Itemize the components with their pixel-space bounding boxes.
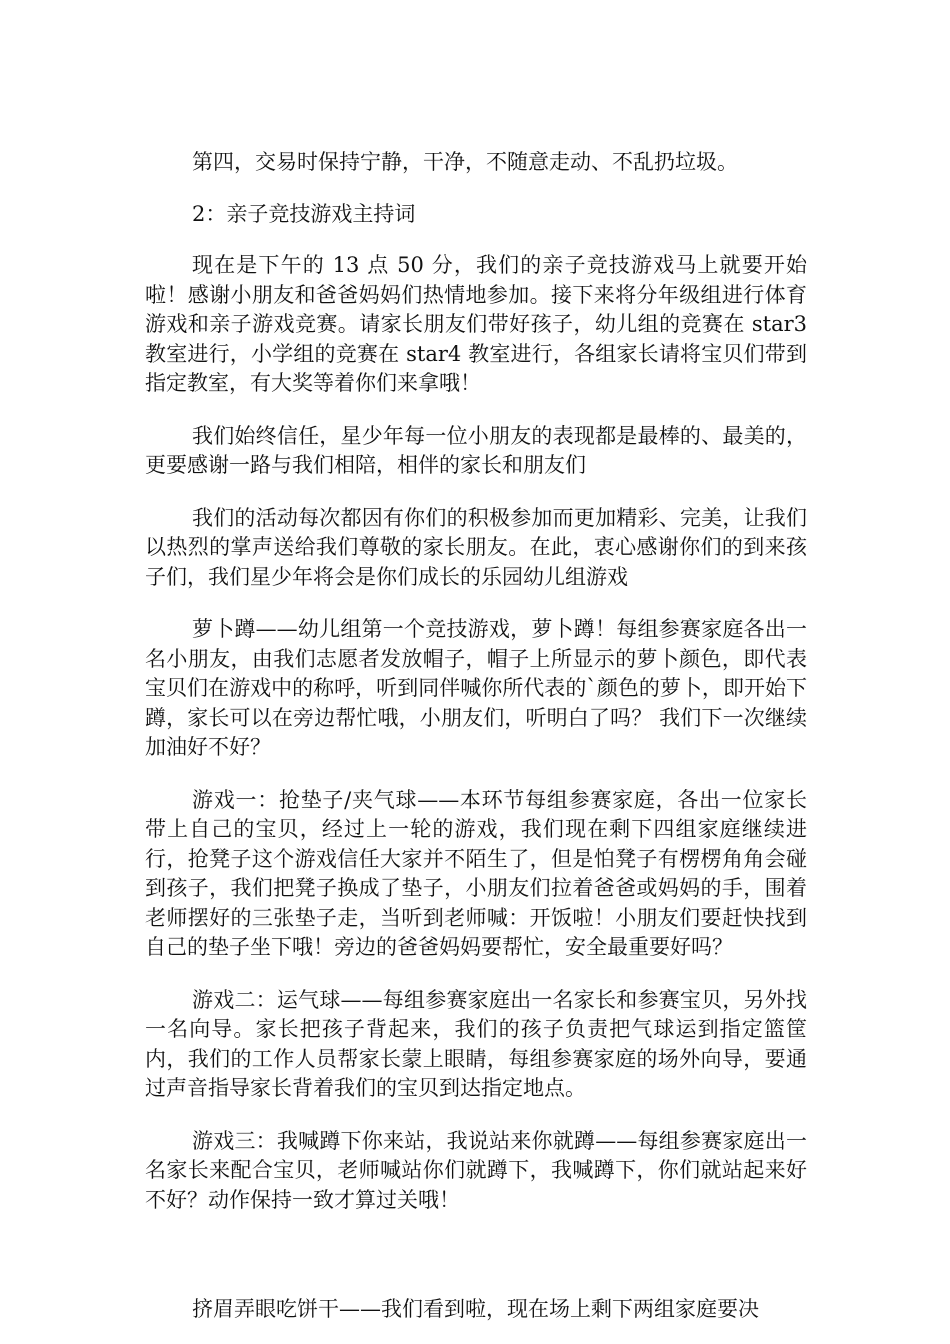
paragraph-game-two: 游戏二：运气球——每组参赛家庭出一名家长和参赛宝贝，另外找一名向导。家长把孩子背起来，我们的孩子负责把气球运到指定篮筐内，我们的工作人员帮家长蒙上眼睛，每组参赛家庭的场外向导，要通过声音指导家长背着我们的宝贝到达指定地点。 — [145, 987, 807, 1100]
paragraph-game-one: 游戏一：抢垫子/夹气球——本环节每组参赛家庭，各出一位家长带上自己的宝贝，经过上一轮的游戏，我们现在剩下四组家庭继续进行，抢凳子这个游戏信任大家并不陌生了，但是怕凳子有楞楞角角会碰到孩子，我们把凳子换成了垫子，小朋友们拉着爸爸或妈妈的手，围着老师摆好的三张垫子走，当听到老师喊：开饭啦！小朋友们要赶快找到自己的垫子坐下哦！旁边的爸爸妈妈要帮忙，安全最重要好吗？ — [145, 787, 807, 959]
paragraph-thanks: 我们的活动每次都因有你们的积极参加而更加精彩、完美，让我们以热烈的掌声送给我们尊敬的家长朋友。在此，衷心感谢你们的到来孩子们，我们星少年将会是你们成长的乐园幼儿组游戏 — [145, 505, 807, 589]
paragraph-cookie-game: 挤眉弄眼吃饼干——我们看到啦，现在场上剩下两组家庭要决 — [192, 1297, 759, 1321]
paragraph-opening: 现在是下午的 13 点 50 分，我们的亲子竞技游戏马上就要开始啦！感谢小朋友和爸爸妈妈们热情地参加。接下来将分年级组进行体育游戏和亲子游戏竞赛。请家长朋友们带好孩子，幼儿组的竞赛在 star3 教室进行，小学组的竞赛在 star4 教室进行，各组家长请将宝贝们带到指定教室，有大奖等着你们来拿哦！ — [145, 253, 807, 395]
paragraph-trust: 我们始终信任，星少年每一位小朋友的表现都是最棒的、最美的，更要感谢一路与我们相陪，相伴的家长和朋友们 — [145, 423, 807, 477]
section-heading: 2：亲子竞技游戏主持词 — [192, 201, 416, 226]
document-body — [145, 148, 807, 1325]
paragraph-game-three: 游戏三：我喊蹲下你来站，我说站来你就蹲——每组参赛家庭出一名家长来配合宝贝，老师喊站你们就蹲下，我喊蹲下，你们就站起来好不好？动作保持一致才算过关哦！ — [145, 1128, 807, 1212]
paragraph-radish-squat: 萝卜蹲——幼儿组第一个竞技游戏，萝卜蹲！每组参赛家庭各出一名小朋友，由我们志愿者发放帽子，帽子上所显示的萝卜颜色，即代表宝贝们在游戏中的称呼，听到同伴喊你所代表的`颜色的萝卜，即开始下蹲，家长可以在旁边帮忙哦，小朋友们，听明白了吗？ 我们下一次继续加油好不好？ — [145, 617, 807, 759]
paragraph-rule-four: 第四，交易时保持宁静，干净，不随意走动、不乱扔垃圾。 — [192, 150, 738, 174]
